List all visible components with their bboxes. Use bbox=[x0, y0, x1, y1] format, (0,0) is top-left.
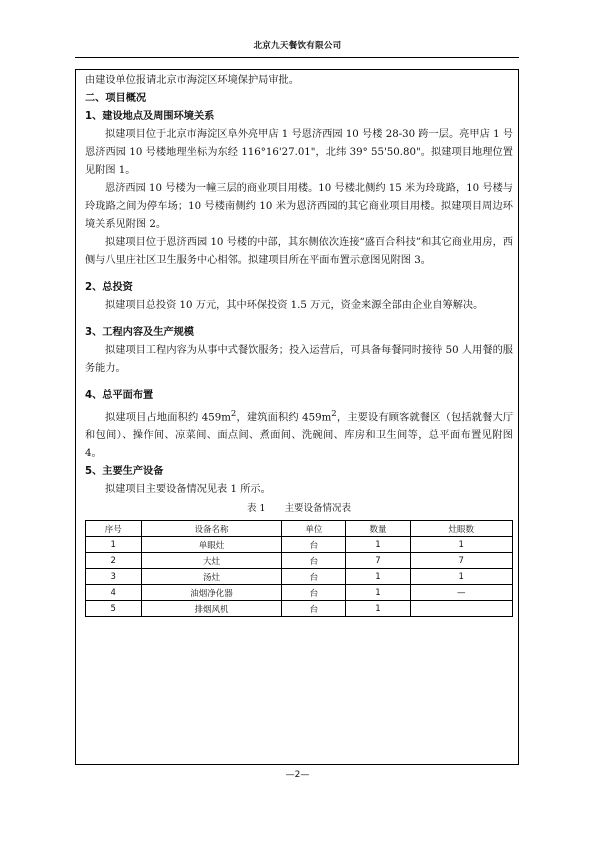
table-cell: 3 bbox=[86, 569, 142, 585]
page-number: —2— bbox=[285, 770, 310, 780]
table-cell bbox=[410, 601, 513, 617]
s3-paragraph-1: 拟建项目工程内容为从事中式餐饮服务；投入运营后，可具备每餐同时接待 50 人用餐的服务能力。 bbox=[85, 345, 513, 374]
table-cell: 1 bbox=[410, 537, 513, 553]
s4-paragraph-1: 拟建项目占地面积约 $459m^2$，建筑面积约 $459m^2$，主要设有顾客就餐区（包括就餐大厅和包间）、操作间、凉菜间、面点间、煮面间、洗碗间、库房和卫生间等，总平面布置见附图 4。 bbox=[85, 409, 514, 460]
s1-title: 1、建设地点及周围环境关系 bbox=[85, 111, 215, 122]
header-company: 北京九天餐饮有限公司 bbox=[253, 41, 342, 51]
table-cell: 大灶 bbox=[141, 553, 282, 569]
s1-paragraph-3: 拟建项目位于恩济西园 10 号楼的中部，其东侧依次连接“盛百合科技”和其它商业用房，西侧与八里庄社区卫生服务中心相邻。拟建项目所在平面布置示意图见附图 3。 bbox=[85, 237, 513, 266]
table-cell: 1 bbox=[346, 585, 410, 601]
table-cell: 台 bbox=[282, 601, 346, 617]
table-row bbox=[86, 553, 513, 569]
table-header-cell: 序号 bbox=[86, 521, 142, 537]
s5-paragraph-1: 拟建项目主要设备情况见表 1 所示。 bbox=[105, 484, 271, 496]
header-rule bbox=[75, 57, 519, 58]
table-cell: 台 bbox=[282, 585, 346, 601]
table-cell: — bbox=[410, 585, 513, 601]
table-cell: 汤灶 bbox=[141, 569, 282, 585]
s4-title: 4、总平面布置 bbox=[85, 390, 154, 401]
s2-paragraph-1: 拟建项目总投资 10 万元，其中环保投资 1.5 万元，资金来源全部由企业自筹解决。 bbox=[105, 300, 484, 311]
table-cell: 台 bbox=[282, 553, 346, 569]
s1-paragraph-2: 恩济西园 10 号楼为一幢三层的商业项目用楼。10 号楼北侧约 15 米为玲珑路，10 号楼与玲珑路之间为停车场；10 号楼南侧约 10 米为恩济西园的其它商业项目用楼。拟建项目周边环境关系见附图 2。 bbox=[85, 183, 513, 230]
table-row bbox=[86, 537, 513, 553]
table-cell: 4 bbox=[86, 585, 142, 601]
table-cell: 排烟风机 bbox=[141, 601, 282, 617]
table-header-cell: 设备名称 bbox=[141, 521, 282, 537]
table-header-cell: 单位 bbox=[282, 521, 346, 537]
s5-title: 5、主要生产设备 bbox=[85, 466, 164, 478]
table-cell: 单眼灶 bbox=[141, 537, 282, 553]
table-cell: 1 bbox=[346, 569, 410, 585]
table-header-cell: 数量 bbox=[346, 521, 410, 537]
intro-line: 由建设单位报请北京市海淀区环境保护局审批。 bbox=[85, 75, 299, 86]
table-cell: 1 bbox=[346, 537, 410, 553]
table-header-row bbox=[86, 521, 513, 537]
table-row bbox=[86, 569, 513, 585]
table-cell: 2 bbox=[86, 553, 142, 569]
table-cell: 5 bbox=[86, 601, 142, 617]
table-cell: 油烟净化器 bbox=[141, 585, 282, 601]
table-cell: 7 bbox=[346, 553, 410, 569]
table-header-cell: 灶眼数 bbox=[410, 521, 513, 537]
s2-title: 2、总投资 bbox=[85, 282, 133, 293]
s1-paragraph-1: 拟建项目位于北京市海淀区阜外亮甲店 1 号恩济西园 10 号楼 28-30 跨一层。亮甲店 1 号恩济西园 10 号楼地理坐标为东经 116°16'27.01"，北纬 39° 55'50.80"。拟建项目地理位置见附图 1。 bbox=[85, 129, 513, 176]
section-title: 二、项目概况 bbox=[85, 93, 147, 104]
table-cell: 7 bbox=[410, 553, 513, 569]
table-cell: 1 bbox=[410, 569, 513, 585]
table-cell: 台 bbox=[282, 569, 346, 585]
s3-title: 3、工程内容及生产规模 bbox=[85, 327, 194, 338]
table-cell: 台 bbox=[282, 537, 346, 553]
document-body bbox=[85, 72, 513, 617]
equipment-table bbox=[85, 520, 513, 617]
table-cell: 1 bbox=[86, 537, 142, 553]
table-row bbox=[86, 601, 513, 617]
table-caption: 表 1 主要设备情况表 bbox=[246, 503, 352, 515]
table-row bbox=[86, 585, 513, 601]
table-cell: 1 bbox=[346, 601, 410, 617]
